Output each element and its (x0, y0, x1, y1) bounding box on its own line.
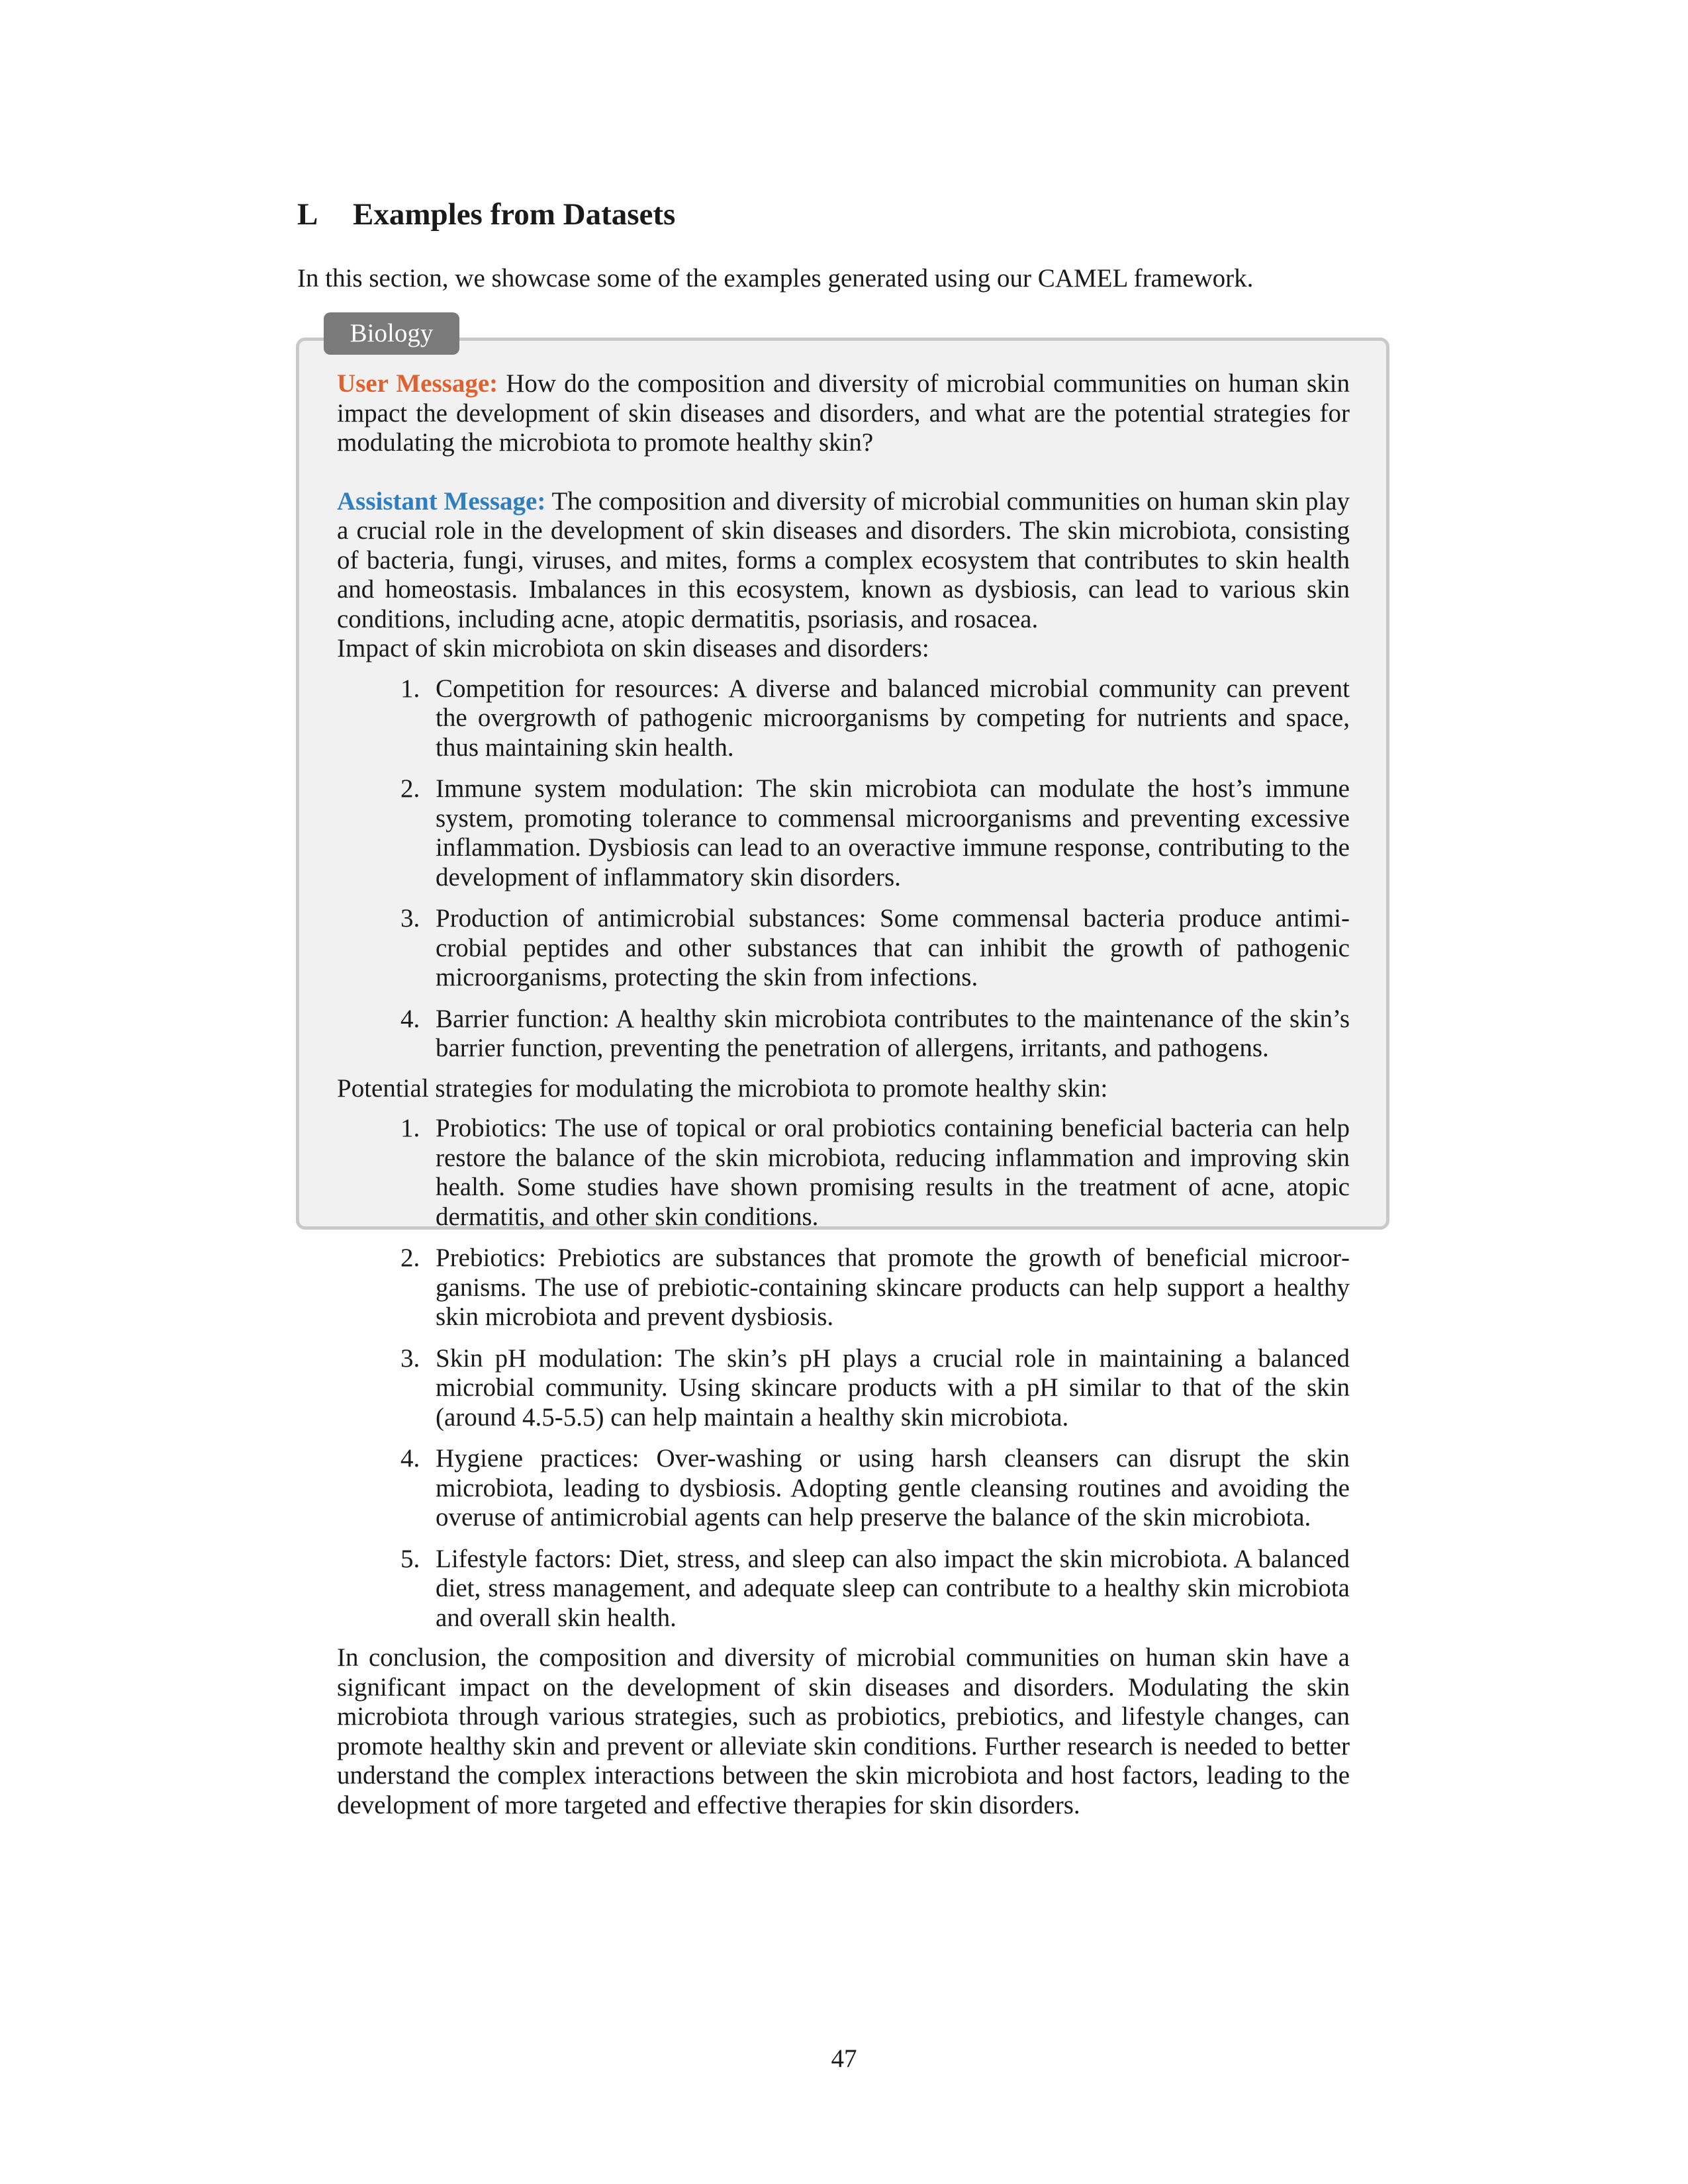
page-number: 47 (831, 2044, 857, 2073)
list-item-number: 2. (400, 1244, 420, 1272)
list-item-text: Immune system modulation: The skin microbiota can modulate the host’s immune system, promoting tolerance to commensal microorganisms and preventing excessive inflammation. Dysbiosis can lead to an overactive immune response, contributing to the development of inflammatory skin disorders. (436, 774, 1350, 891)
impact-heading: Impact of skin microbiota on skin diseases and disorders: (337, 634, 929, 662)
list-item-text: Prebiotics: Prebiotics are substances that promote the growth of beneficial microorganisms. The use of prebiotic-containing skincare products can help support a healthy skin microbiota and prevent dysbiosis. (436, 1244, 1350, 1331)
list-item-text: Lifestyle factors: Diet, stress, and sleep can also impact the skin microbiota. A balanced diet, stress management, and adequate sleep can contribute to a healthy skin microbiota and overall skin health. (436, 1544, 1350, 1632)
list-item-number: 3. (400, 904, 420, 933)
list-item-number: 5. (400, 1544, 420, 1573)
conclusion-paragraph: In conclusion, the composition and diversity of microbial communities on human skin have a significant impact on the development of skin diseases and disorders. Modulating the skin microbiota through various strategies, such as probiotics, prebiotics, and lifestyle changes, can promote healthy skin and prevent or alleviate skin conditions. Further research is needed to better understand the complex interactions between the skin microbiota and host factors, leading to the development of more targeted and effective therapies for skin disorders. (337, 1643, 1350, 1819)
impact-list (337, 674, 1350, 1064)
list-item-text: Probiotics: The use of topical or oral probiotics containing beneficial bacteria can help restore the balance of the skin microbiota, reducing inflammation and improving skin health. Some studies have shown promising results in the treatment of acne, atopic dermatitis, and other skin conditions. (436, 1114, 1350, 1231)
assistant-message (337, 487, 1350, 635)
list-item-text: Hygiene practices: Over-washing or using harsh cleansers can disrupt the skin microbiota, leading to dysbiosis. Adopting gentle cleansing routines and avoiding the overuse of antimicrobial agents can help preserve the balance of the skin microbiota. (436, 1444, 1350, 1531)
list-item-number: 2. (400, 774, 420, 803)
list-item (337, 1545, 1350, 1633)
list-item-text: Production of antimicrobial substances: Some commensal bacteria produce antimicrobial peptides and other substances that can inhibit the growth of pathogenic microorganisms, protecting the skin from infections. (436, 904, 1350, 991)
user-message (337, 369, 1350, 458)
user-message-label: User Message: (337, 369, 498, 398)
list-item-number: 1. (400, 674, 420, 703)
assistant-message-intro: The composition and diversity of microbial communities on human skin play a crucial role in the development of skin diseases and disorders. The skin microbiota, consisting of bacteria, fungi, viruses, and mites, forms a complex ecosystem that contributes to skin health and homeostasis. Imbalances in this ecosystem, known as dysbiosis, can lead to various skin conditions, including acne, atopic dermatitis, psoriasis, and rosacea. (337, 486, 1350, 633)
list-item (337, 1344, 1350, 1433)
list-item-number: 4. (400, 1444, 420, 1473)
example-content (337, 369, 1350, 1820)
list-item (337, 674, 1350, 763)
list-item-text: Skin pH modulation: The skin’s pH plays a crucial role in maintaining a balanced microbial community. Using skincare products with a pH similar to that of the skin (around 4.5-5.5) can help maintain a healthy skin microbiota. (436, 1343, 1350, 1432)
list-item-number: 1. (400, 1114, 420, 1142)
strategies-list (337, 1114, 1350, 1633)
list-item (337, 1444, 1350, 1533)
strategies-heading: Potential strategies for modulating the microbiota to promote healthy skin: (337, 1073, 1108, 1103)
list-item (337, 1244, 1350, 1332)
list-item-text: Competition for resources: A diverse and balanced microbial community can prevent the overgrowth of pathogenic microorganisms by competing for nutrients and space, thus maintaining skin health. (436, 674, 1350, 762)
section-intro: In this section, we showcase some of the examples generated using our CAMEL framework. (297, 264, 1254, 293)
list-item-text: Barrier function: A healthy skin microbiota contributes to the maintenance of the skin’s barrier function, preventing the penetration of allergens, irritants, and pathogens. (436, 1004, 1350, 1062)
category-tab: Biology (324, 312, 459, 355)
user-message-text: How do the composition and diversity of microbial communities on human skin impact the development of skin diseases and disorders, and what are the potential strategies for modulating the microbiota to promote healthy skin? (337, 369, 1350, 457)
list-item (337, 1114, 1350, 1232)
list-item (337, 1005, 1350, 1064)
list-item-number: 4. (400, 1004, 420, 1033)
section-heading (297, 195, 675, 234)
list-item (337, 904, 1350, 993)
section-title: Examples from Datasets (353, 197, 676, 232)
list-item (337, 774, 1350, 892)
list-item-number: 3. (400, 1343, 420, 1373)
assistant-message-label: Assistant Message: (337, 486, 546, 516)
section-number: L (297, 197, 318, 232)
